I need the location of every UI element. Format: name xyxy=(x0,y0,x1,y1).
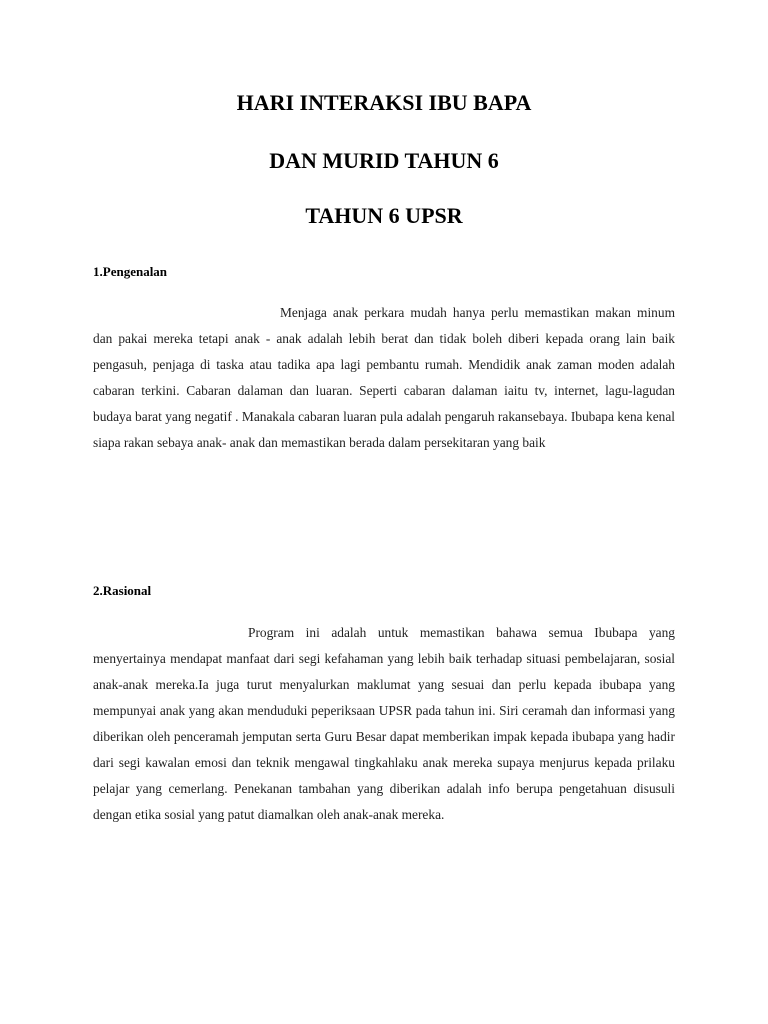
document-title-line-3: TAHUN 6 UPSR xyxy=(305,203,463,228)
section-body-rasional: Program ini adalah untuk memastikan bahawa semua Ibubapa yang menyertainya mendapat manfaat dari segi kefahaman yang lebih baik terhadap situasi pembelajaran, sosial anak-anak mereka.Ia juga turut menyalurkan maklumat yang sesuai dan perlu kepada ibubapa yang mempunyai anak yang akan menduduki peperiksaan UPSR pada tahun ini. Siri ceramah dan informasi yang diberikan oleh penceramah jemputan serta Guru Besar dapat memberikan impak kepada ibubapa yang hadir dari segi kawalan emosi dan teknik mengawal tingkahlaku anak mereka supaya menjurus kepada prilaku pelajar yang cemerlang. Penekanan tambahan yang diberikan adalah info berupa pengetahuan disusuli dengan etika sosial yang patut diamalkan oleh anak-anak mereka. xyxy=(93,625,675,822)
section-body-pengenalan: Menjaga anak perkara mudah hanya perlu memastikan makan minum dan pakai mereka tetapi anak - anak adalah lebih berat dan tidak boleh diberi kepada orang lain baik pengasuh, penjaga di taska atau tadika apa lagi pembantu rumah. Mendidik anak zaman moden adalah cabaran terkini. Cabaran dalaman dan luaran. Seperti cabaran dalaman iaitu tv, internet, lagu-lagudan budaya barat yang negatif . Manakala cabaran luaran pula adalah pengaruh rakansebaya. Ibubapa kena kenal siapa rakan sebaya anak- anak dan memastikan berada dalam persekitaran yang baik xyxy=(93,305,675,450)
section-heading-pengenalan: 1.Pengenalan xyxy=(93,264,168,279)
section-heading-rasional: 2.Rasional xyxy=(93,583,152,598)
document-title-line-1: HARI INTERAKSI IBU BAPA xyxy=(236,90,532,115)
document-title-line-2: DAN MURID TAHUN 6 xyxy=(269,148,499,173)
